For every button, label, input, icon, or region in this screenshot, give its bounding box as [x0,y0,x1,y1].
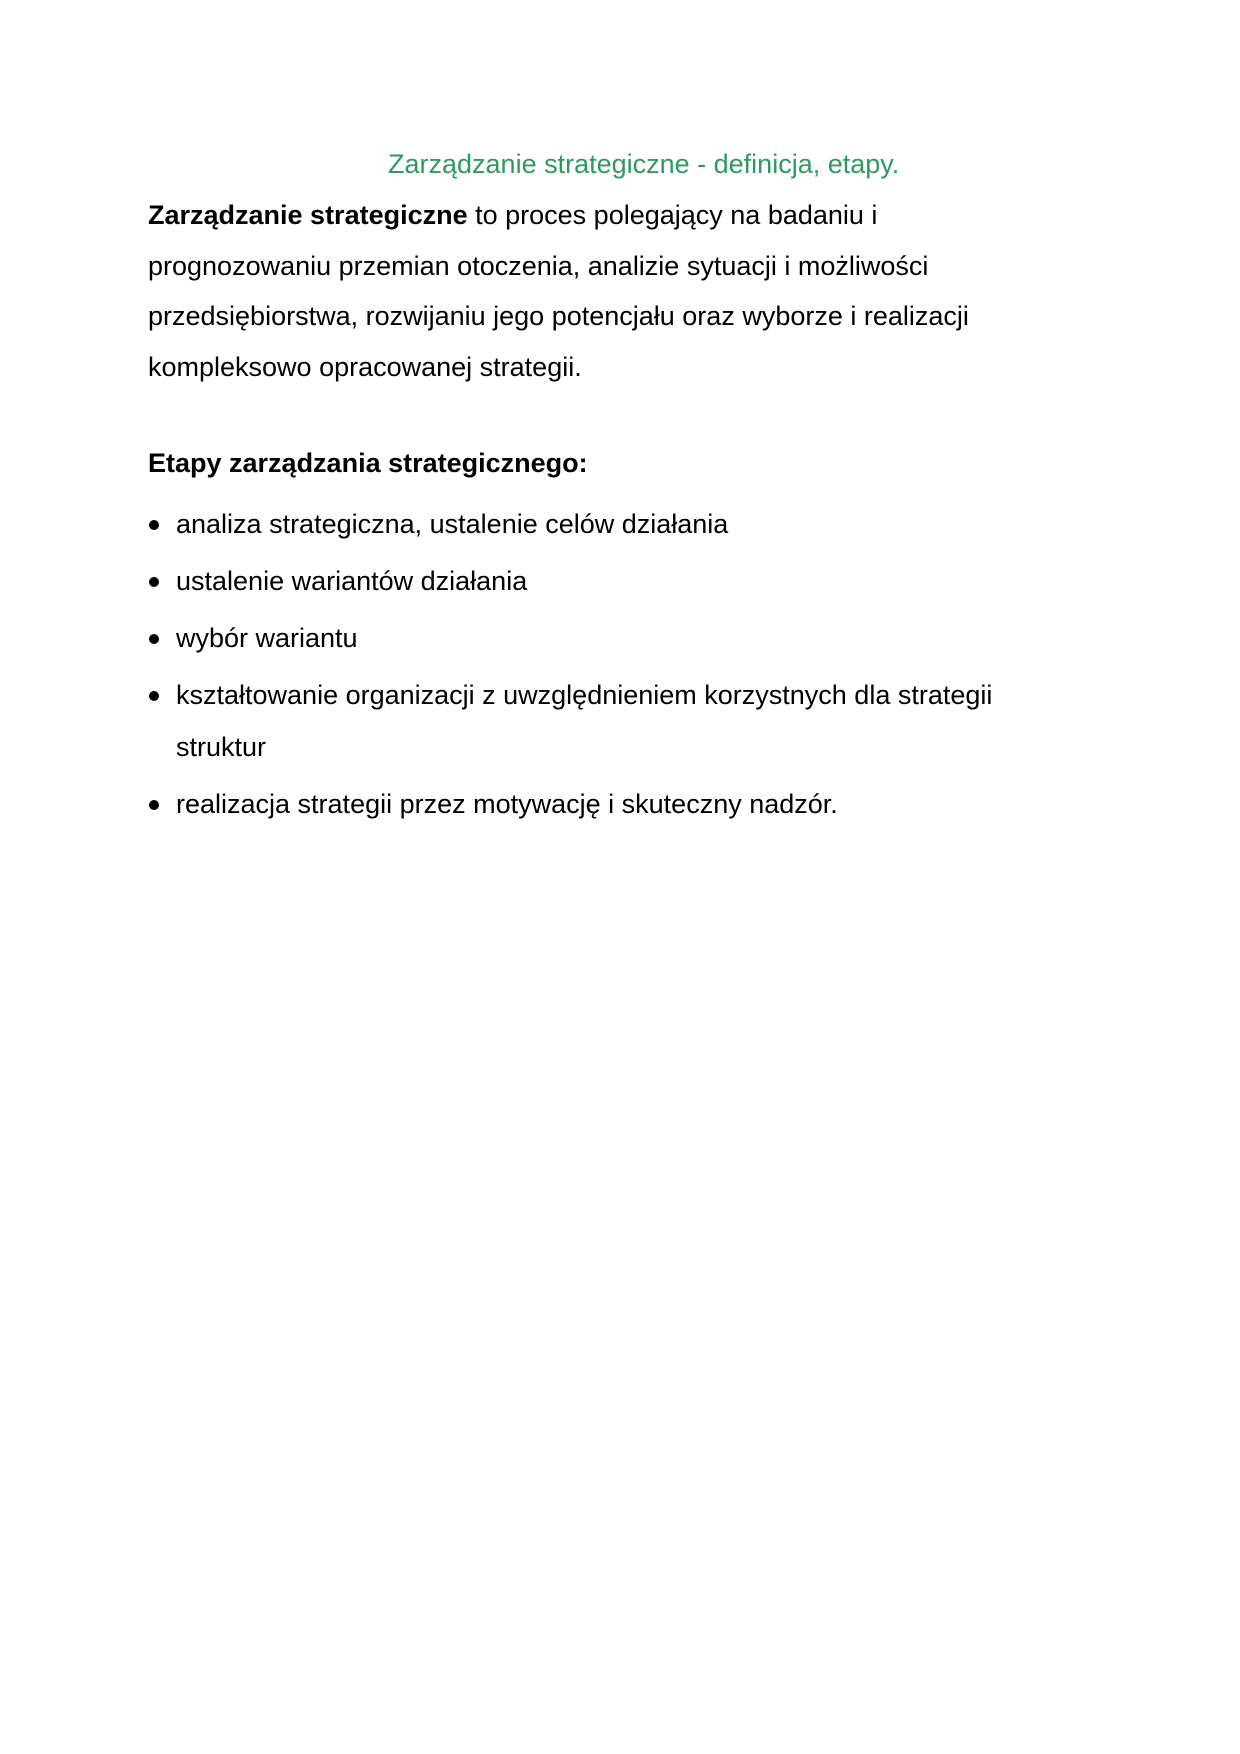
list-item [148,669,1088,773]
bullet-icon [149,691,159,701]
list-item [148,498,1088,550]
steps-list [148,498,1088,835]
definition-line-1-rest: to proces polegający na badaniu i [467,200,878,230]
list-item-text: realizacja strategii przez motywację i skuteczny nadzór. [176,789,838,819]
list-item-text: analiza strategiczna, ustalenie celów działania [176,509,729,539]
bullet-icon [149,577,159,587]
list-item [148,612,1088,664]
list-item-text: wybór wariantu [176,623,358,653]
list-item-text: kształtowanie organizacji z uwzględnieniem korzystnych dla strategii [176,680,993,710]
document-title: Zarządzanie strategiczne - definicja, etapy. [388,149,900,179]
list-item [148,555,1088,607]
definition-line-1 [148,190,1068,241]
list-item-text-continuation: struktur [176,732,267,762]
bullet-icon [149,634,159,644]
list-item [148,778,1088,830]
list-item-text: ustalenie wariantów działania [176,566,528,596]
steps-heading: Etapy zarządzania strategicznego: [148,448,588,478]
definition-line-4: kompleksowo opracowanej strategii. [148,351,582,382]
bullet-icon [149,520,159,530]
bullet-icon [149,800,159,810]
definition-paragraph [148,190,1068,392]
definition-line-3: przedsiębiorstwa, rozwijaniu jego potencjału oraz wyborze i realizacji [148,301,969,331]
definition-line-2: prognozowaniu przemian otoczenia, analizie sytuacji i możliwości [148,250,929,281]
definition-term: Zarządzanie strategiczne [148,200,468,230]
